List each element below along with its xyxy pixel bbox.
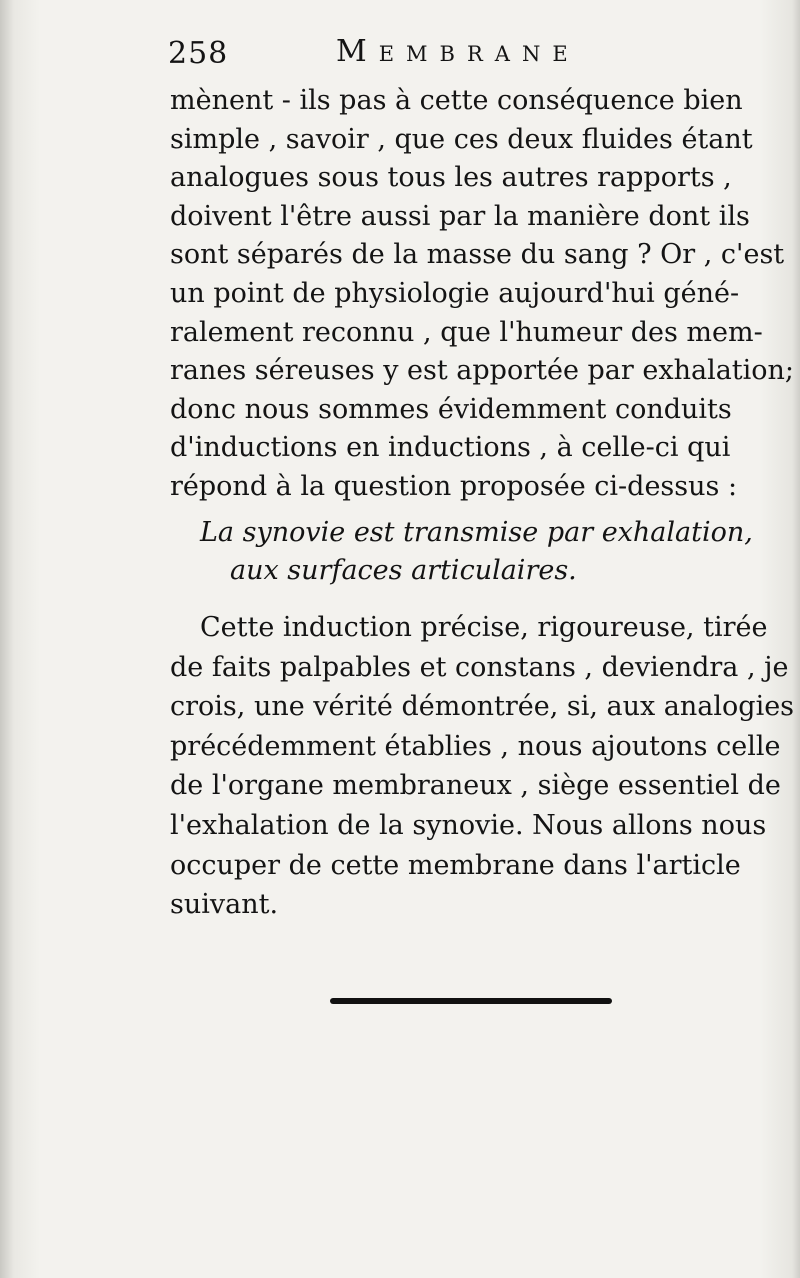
text-line: mènent - ils pas à cette conséquence bien — [170, 85, 743, 116]
text-line: donc nous sommes évidemment conduits — [170, 393, 732, 425]
text-line: occuper de cette membrane dans l'article — [170, 849, 741, 881]
paragraph-1 — [170, 82, 795, 507]
page-number: 258 — [168, 36, 229, 71]
text-line: simple , savoir , que ces deux fluides étant — [170, 123, 753, 155]
text-line: un point de physiologie aujourd'hui géné- — [170, 277, 740, 309]
text-line: de l'organe membraneux , siège essentiel de — [170, 770, 781, 802]
text-line: ranes séreuses y est apportée par exhalation; — [170, 355, 795, 387]
text-line: répond à la question proposée ci-dessus : — [170, 470, 738, 502]
proposition-line: aux surfaces articulaires. — [230, 555, 577, 586]
running-head: Membrane — [336, 34, 580, 69]
text-line: suivant. — [170, 889, 279, 921]
text-line: de faits palpables et constans , deviendra , je — [170, 651, 789, 683]
text-line: l'exhalation de la synovie. Nous allons nous — [170, 809, 767, 841]
text-line: sont séparés de la masse du sang ? Or , c'est — [170, 239, 785, 271]
section-divider-rule — [330, 998, 612, 1004]
proposition — [200, 514, 762, 590]
text-line: crois, une vérité démontrée, si, aux analogies — [170, 691, 795, 723]
text-line: doivent l'être aussi par la manière dont ils — [170, 200, 750, 232]
text-line: analogues sous tous les autres rapports , — [170, 162, 732, 194]
paragraph-2 — [170, 608, 795, 925]
text-line: Cette induction précise, rigoureuse, tirée — [200, 612, 768, 643]
text-line: d'inductions en inductions , à celle-ci qui — [170, 432, 731, 464]
page-header — [168, 30, 768, 70]
proposition-line: La synovie est transmise par exhalation, — [200, 517, 753, 548]
text-line: ralement reconnu , que l'humeur des mem- — [170, 316, 763, 348]
text-line: précédemment établies , nous ajoutons celle — [170, 730, 781, 762]
